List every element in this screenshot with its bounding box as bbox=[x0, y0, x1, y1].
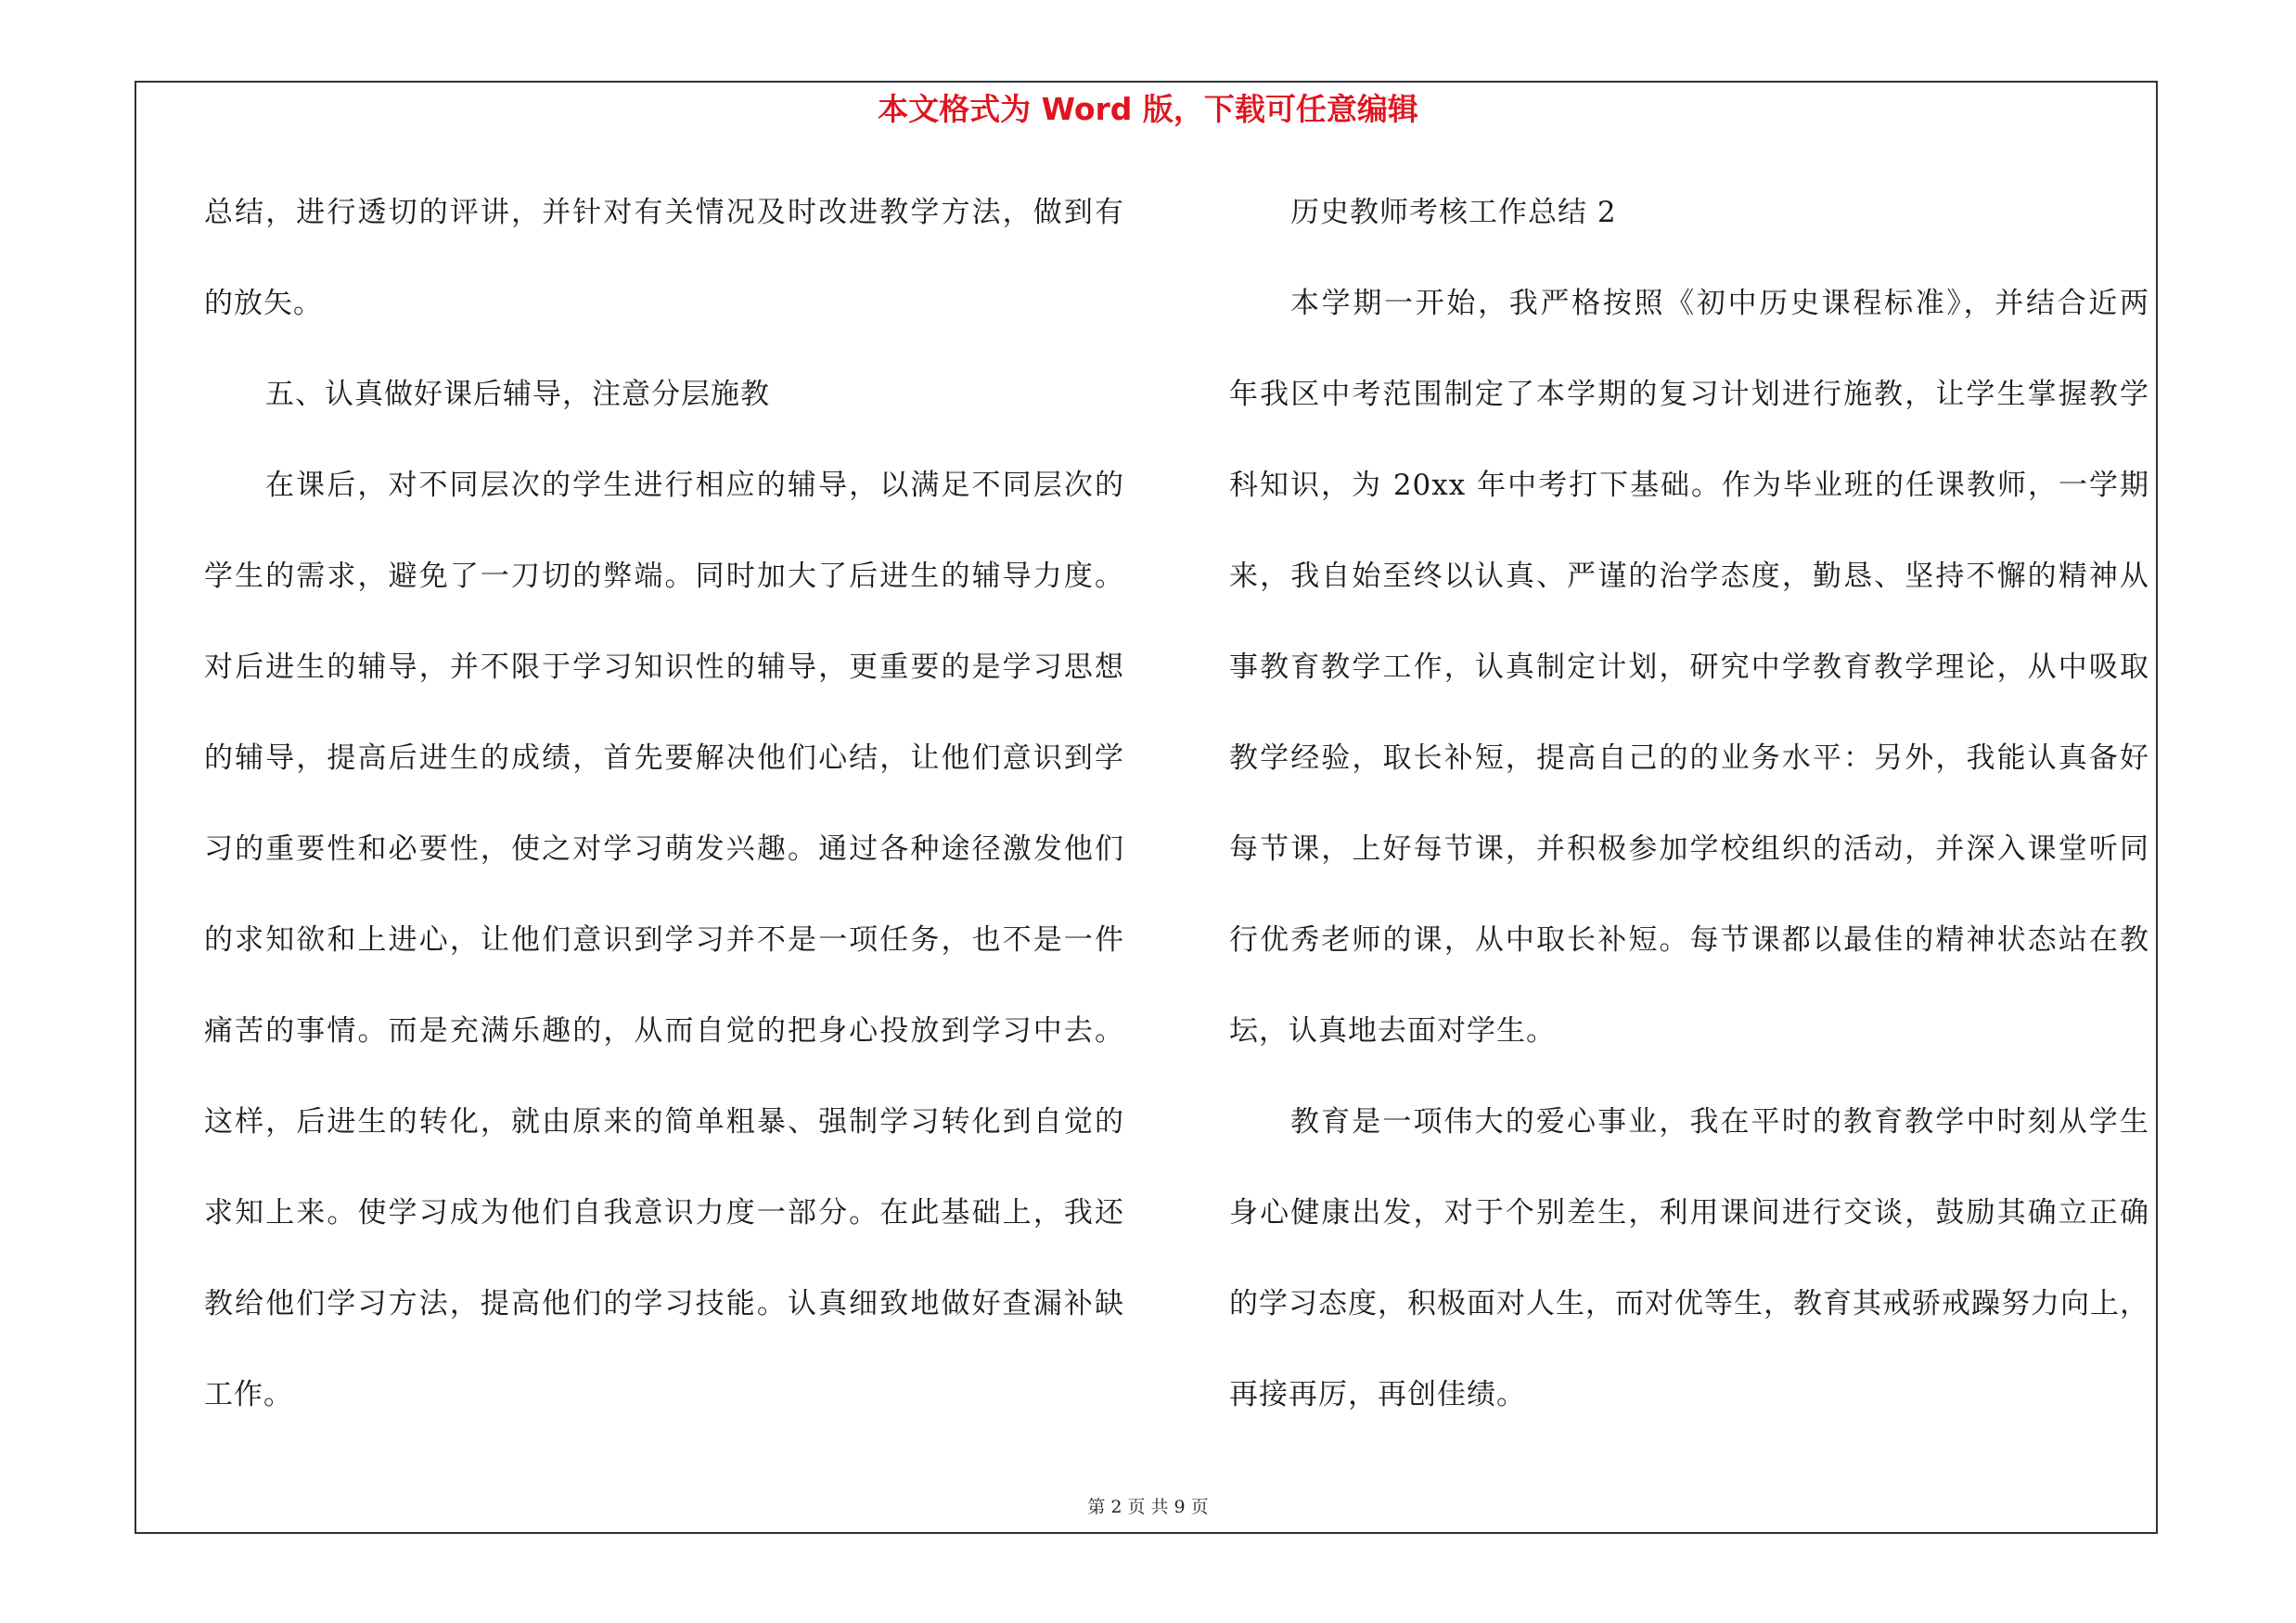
text-line: 的求知欲和上进心，让他们意识到学习并不是一项任务，也不是一件 bbox=[204, 923, 1124, 957]
text-line: 事教育教学工作，认真制定计划，研究中学教育教学理论，从中吸取 bbox=[1229, 650, 2149, 684]
text-line: 本学期一开始，我严格按照《初中历史课程标准》，并结合近两 bbox=[1290, 287, 2149, 320]
text-line: 的辅导，提高后进生的成绩，首先要解决他们心结，让他们意识到学 bbox=[204, 741, 1124, 775]
text-line: 在课后，对不同层次的学生进行相应的辅导，以满足不同层次的 bbox=[265, 469, 1124, 502]
text-line: 总结，进行透切的评讲，并针对有关情况及时改进教学方法，做到有 bbox=[204, 196, 1124, 229]
right-column bbox=[1229, 185, 2149, 1458]
text-line: 教学经验，取长补短，提高自己的的业务水平：另外，我能认真备好 bbox=[1229, 741, 2149, 775]
text-line: 工作。 bbox=[204, 1378, 293, 1411]
text-line: 习的重要性和必要性，使之对学习萌发兴趣。通过各种途径激发他们 bbox=[204, 832, 1124, 866]
text-line: 身心健康出发，对于个别差生，利用课间进行交谈，鼓励其确立正确 bbox=[1229, 1196, 2149, 1230]
text-line: 的学习态度，积极面对人生，而对优等生，教育其戒骄戒躁努力向上， bbox=[1229, 1287, 2149, 1320]
text-line: 的放矢。 bbox=[204, 287, 323, 320]
text-line: 求知上来。使学习成为他们自我意识力度一部分。在此基础上，我还 bbox=[204, 1196, 1124, 1230]
text-line: 再接再厉，再创佳绩。 bbox=[1229, 1378, 1526, 1411]
text-line: 行优秀老师的课，从中取长补短。每节课都以最佳的精神状态站在教 bbox=[1229, 923, 2149, 957]
text-line: 对后进生的辅导，并不限于学习知识性的辅导，更重要的是学习思想 bbox=[204, 650, 1124, 684]
text-line: 教育是一项伟大的爱心事业，我在平时的教育教学中时刻从学生 bbox=[1290, 1105, 2149, 1139]
text-line: 坛，认真地去面对学生。 bbox=[1229, 1014, 1556, 1048]
word-format-banner: 本文格式为 Word 版，下载可任意编辑 bbox=[878, 91, 1418, 127]
section-title: 历史教师考核工作总结 2 bbox=[1290, 196, 1617, 229]
page-number-footer: 第 2 页 共 9 页 bbox=[1087, 1497, 1209, 1517]
text-line: 科知识，为 20xx 年中考打下基础。作为毕业班的任课教师，一学期 bbox=[1229, 469, 2149, 502]
text-line: 这样，后进生的转化，就由原来的简单粗暴、强制学习转化到自觉的 bbox=[204, 1105, 1124, 1139]
text-line: 年我区中考范围制定了本学期的复习计划进行施教，让学生掌握教学 bbox=[1229, 378, 2149, 411]
text-line: 来，我自始至终以认真、严谨的治学态度，勤恳、坚持不懈的精神从 bbox=[1229, 560, 2149, 593]
section-heading: 五、认真做好课后辅导，注意分层施教 bbox=[265, 378, 770, 411]
left-column bbox=[204, 185, 1124, 1458]
text-line: 每节课，上好每节课，并积极参加学校组织的活动，并深入课堂听同 bbox=[1229, 832, 2149, 866]
text-line: 痛苦的事情。而是充满乐趣的，从而自觉的把身心投放到学习中去。 bbox=[204, 1014, 1124, 1048]
text-line: 教给他们学习方法，提高他们的学习技能。认真细致地做好查漏补缺 bbox=[204, 1287, 1124, 1320]
text-line: 学生的需求，避免了一刀切的弊端。同时加大了后进生的辅导力度。 bbox=[204, 560, 1124, 593]
